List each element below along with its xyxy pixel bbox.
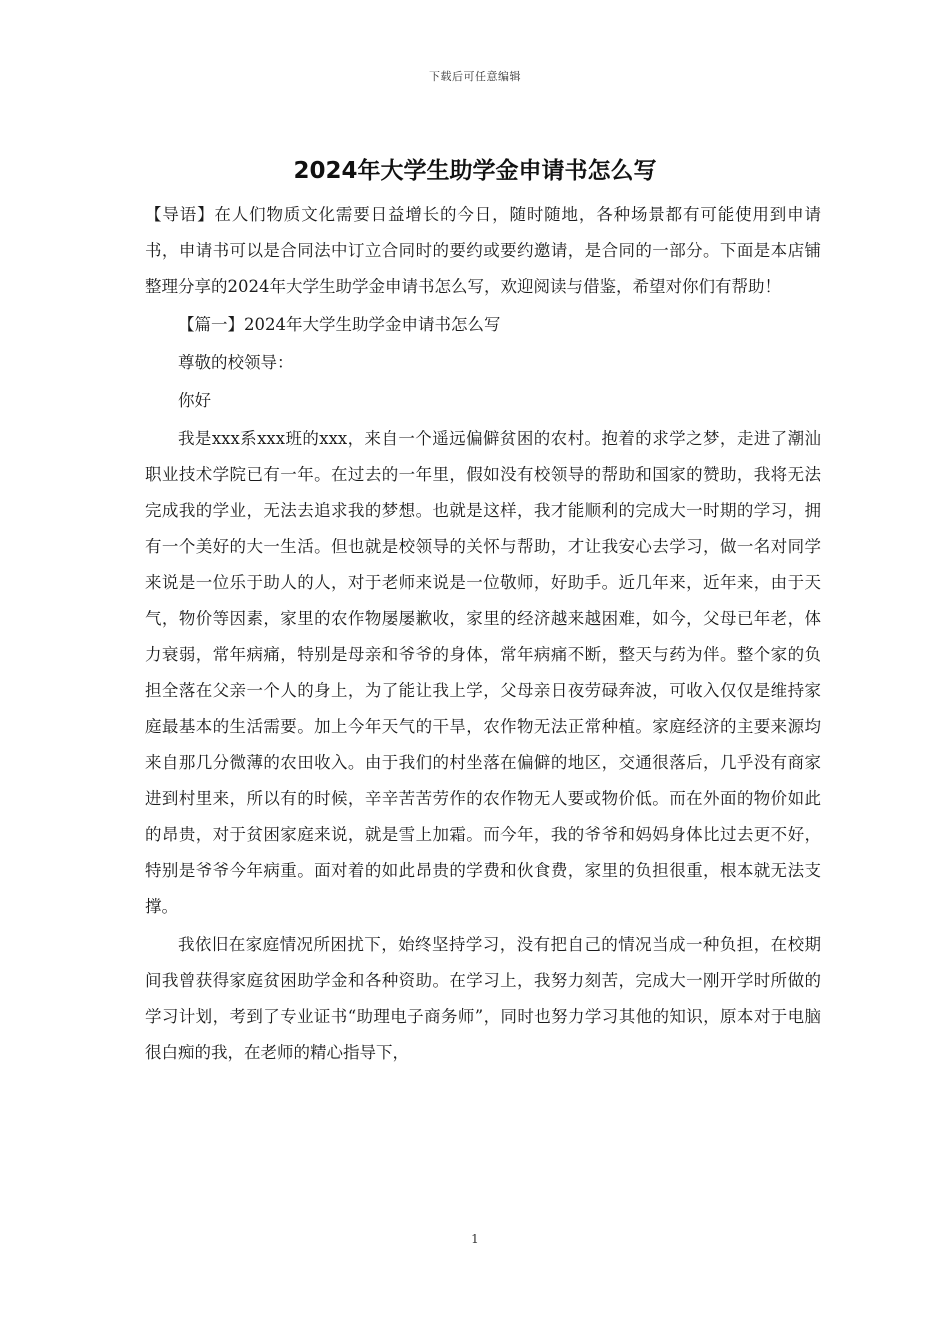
body-paragraph: 我是xxx系xxx班的xxx，来自一个遥远偏僻贫困的农村。抱着的求学之梦，走进了潮汕职业技术学院已有一年。在过去的一年里，假如没有校领导的帮助和国家的赞助，我将无法完成我的学业，无法去追求我的梦想。也就是这样，我才能顺利的完成大一时期的学习，拥有一个美好的大一生活。但也就是校领导的关怀与帮助，才让我安心去学习，做一名对同学来说是一位乐于助人的人，对于老师来说是一位敬师，好助手。近几年来，近年来，由于天气，物价等因素，家里的农作物屡屡歉收，家里的经济越来越困难，如今，父母已年老，体力衰弱，常年病痛，特别是母亲和爷爷的身体，常年病痛不断，整天与药为伴。整个家的负担全落在父亲一个人的身上，为了能让我上学，父母亲日夜劳碌奔波，可收入仅仅是维持家庭最基本的生活需要。加上今年天气的干旱，农作物无法正常种植。家庭经济的主要来源均来自那几分微薄的农田收入。由于我们的村坐落在偏僻的地区，交通很落后，几乎没有商家进到村里来，所以有的时候，辛辛苦苦劳作的农作物无人要或物价低。而在外面的物价如此的昂贵，对于贫困家庭来说，就是雪上加霜。而今年，我的爷爷和妈妈身体比过去更不好，特别是爷爷今年病重。面对着的如此昂贵的学费和伙食费，家里的负担很重，根本就无法支撑。 [145,429,821,916]
intro-paragraph: 【导语】在人们物质文化需要日益增长的今日，随时随地，各种场景都有可能使用到申请书，申请书可以是合同法中订立合同时的要约或要约邀请，是合同的一部分。下面是本店铺整理分享的2024年大学生助学金申请书怎么写，欢迎阅读与借鉴，希望对你们有帮助！ [145,205,821,296]
document-title: 2024年大学生助学金申请书怎么写 [293,158,657,184]
page-number: 1 [471,1232,479,1246]
salutation: 尊敬的校领导： [178,353,294,372]
body-paragraph: 我依旧在家庭情况所困扰下，始终坚持学习，没有把自己的情况当成一种负担，在校期间我曾获得家庭贫困助学金和各种资助。在学习上，我努力刻苦，完成大一刚开学时所做的学习计划，考到了专业证书“助理电子商务师”，同时也努力学习其他的知识，原本对于电脑很白痴的我，在老师的精心指导下， [145,935,821,1062]
header-note: 下载后可任意编辑 [429,70,521,83]
document-body [145,197,821,1071]
greeting: 你好 [178,391,211,410]
section-heading: 【篇一】2024年大学生助学金申请书怎么写 [178,315,501,334]
